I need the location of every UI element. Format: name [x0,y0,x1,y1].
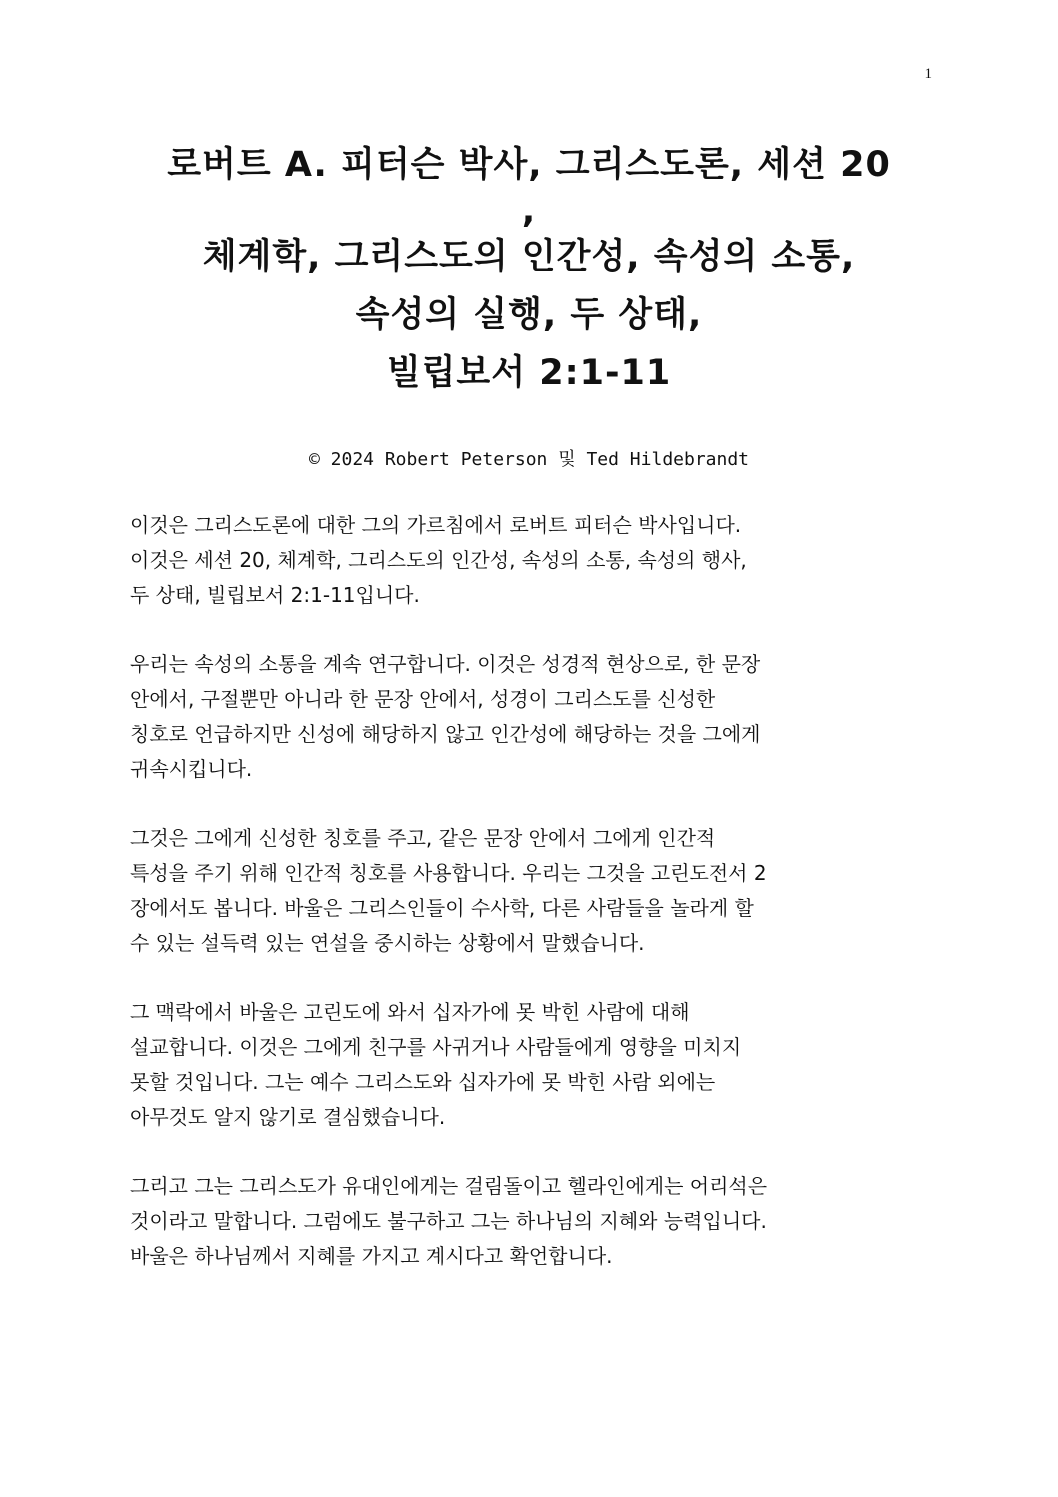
text-line: 칭호로 언급하지만 신성에 해당하지 않고 인간성에 해당하는 것을 그에게 [130,722,761,746]
text-line: 그리고 그는 그리스도가 유대인에게는 걸림돌이고 헬라인에게는 어리석은 [130,1174,768,1198]
paragraph [130,995,930,1135]
text-line: 설교합니다. 이것은 그에게 친구를 사귀거나 사람들에게 영향을 미치지 [130,1035,742,1059]
text-line: 이것은 세션 20, 체계학, 그리스도의 인간성, 속성의 소통, 속성의 행사, [130,548,747,572]
text-line: 우리는 속성의 소통을 계속 연구합니다. 이것은 성경적 현상으로, 한 문장 [130,652,761,676]
text-line: 그 맥락에서 바울은 고린도에 와서 십자가에 못 박힌 사람에 대해 [130,1000,690,1024]
title-line: , [521,191,537,231]
title-line: 속성의 실행, 두 상태, [355,295,703,335]
page-number: 1 [924,66,932,82]
text-line: 아무것도 알지 않기로 결심했습니다. [130,1105,446,1129]
paragraph [130,647,930,787]
title-line: 빌립보서 2:1-11 [386,353,672,393]
paragraph [130,1169,930,1274]
text-line: 두 상태, 빌립보서 2:1-11입니다. [130,583,420,607]
paragraph [130,821,930,961]
text-line: 특성을 주기 위해 인간적 칭호를 사용합니다. 우리는 그것을 고린도전서 2 [130,861,767,885]
text-line: 안에서, 구절뿐만 아니라 한 문장 안에서, 성경이 그리스도를 신성한 [130,687,716,711]
copyright-notice: © 2024 Robert Peterson 및 Ted Hildebrandt [308,449,750,470]
text-line: 것이라고 말합니다. 그럼에도 불구하고 그는 하나님의 지혜와 능력입니다. [130,1209,767,1233]
text-line: 그것은 그에게 신성한 칭호를 주고, 같은 문장 안에서 그에게 인간적 [130,826,716,850]
text-line: 귀속시킵니다. [130,757,253,781]
document-body [130,508,930,1308]
paragraph [130,508,930,613]
document-title [60,136,998,402]
title-line: 체계학, 그리스도의 인간성, 속성의 소통, [202,237,856,277]
text-line: 바울은 하나님께서 지혜를 가지고 계시다고 확언합니다. [130,1244,613,1268]
text-line: 이것은 그리스도론에 대한 그의 가르침에서 로버트 피터슨 박사입니다. [130,513,742,537]
text-line: 장에서도 봅니다. 바울은 그리스인들이 수사학, 다른 사람들을 놀라게 할 [130,896,754,920]
text-line: 못할 것입니다. 그는 예수 그리스도와 십자가에 못 박힌 사람 외에는 [130,1070,716,1094]
title-line: 로버트 A. 피터슨 박사, 그리스도론, 세션 20 [167,145,891,185]
text-line: 수 있는 설득력 있는 연설을 중시하는 상황에서 말했습니다. [130,931,645,955]
